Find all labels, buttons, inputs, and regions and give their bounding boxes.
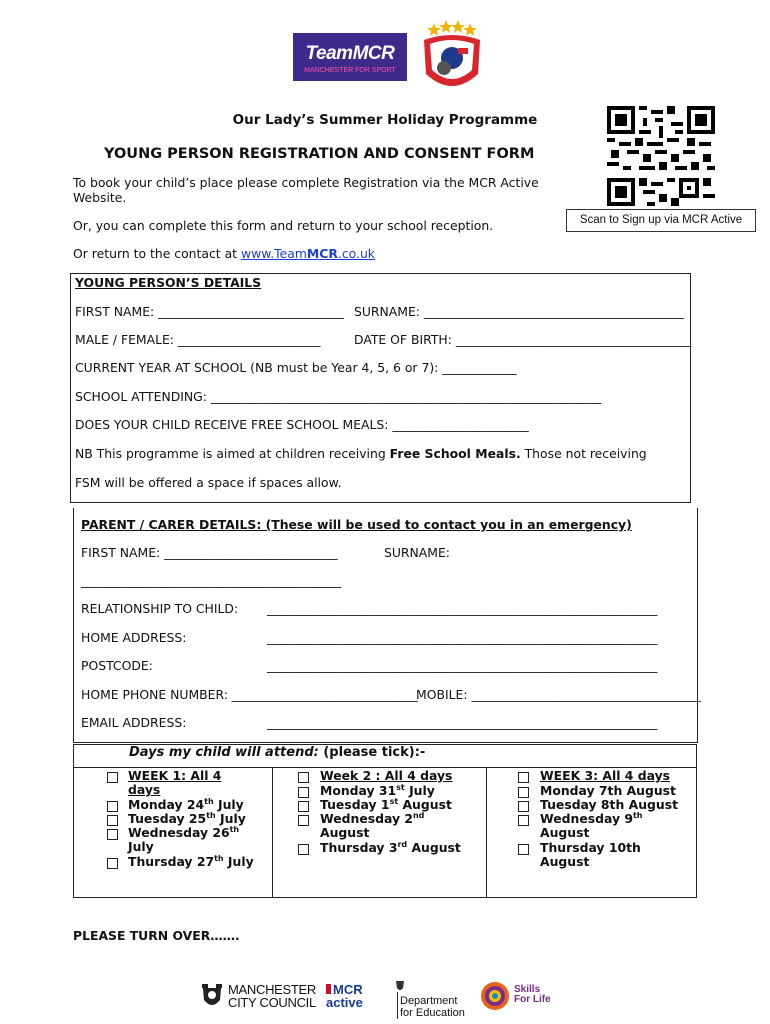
mcr-active-flag-icon bbox=[326, 984, 331, 994]
week2-wednesday-checkbox[interactable] bbox=[298, 815, 309, 826]
week2-thursday-label bbox=[320, 841, 461, 855]
week1-wednesday-label bbox=[128, 826, 239, 854]
dfe-line2: for Education bbox=[400, 1007, 465, 1019]
week1-tuesday-sup: th bbox=[206, 810, 216, 820]
week3-wednesday-text: Wednesday 9 bbox=[540, 811, 633, 826]
parent-first-name-field[interactable]: FIRST NAME: ____________________________ bbox=[81, 545, 338, 560]
skills-badge-icon bbox=[480, 981, 510, 1011]
fsm-note-part-b: Those not receiving bbox=[520, 446, 647, 461]
mobile-field[interactable]: MOBILE: _____________________________________ bbox=[416, 687, 701, 702]
relationship-label: RELATIONSHIP TO CHILD: bbox=[81, 601, 239, 616]
school-year-field[interactable]: CURRENT YEAR AT SCHOOL (NB must be Year 4, 5, 6 or 7): ____________ bbox=[75, 360, 517, 375]
week1-wednesday-end: July bbox=[128, 839, 154, 855]
parent-surname-field[interactable]: __________________________________________ bbox=[81, 573, 342, 588]
week2-monday-checkbox[interactable] bbox=[298, 787, 309, 798]
week1-thursday-sup: th bbox=[214, 853, 224, 863]
email-field[interactable]: _______________________________________________________________ bbox=[267, 715, 658, 730]
relationship-field[interactable]: _______________________________________________________________ bbox=[267, 601, 658, 616]
week3-wednesday-end: August bbox=[540, 825, 590, 841]
week2-monday-text: Monday 31 bbox=[320, 783, 397, 798]
week1-wednesday-text: Wednesday 26 bbox=[128, 825, 230, 840]
week1-thursday-end: July bbox=[223, 854, 254, 869]
week1-column bbox=[74, 767, 272, 897]
link-part-a: www.Team bbox=[240, 246, 307, 261]
team-mcr-website-link[interactable] bbox=[241, 246, 375, 261]
week1-wednesday-sup: th bbox=[229, 824, 240, 834]
days-heading bbox=[129, 745, 425, 760]
week3-thursday-checkbox[interactable] bbox=[518, 844, 529, 855]
manchester-crest-logo bbox=[414, 18, 490, 98]
fsm-note-continued: FSM will be offered a space if spaces allow. bbox=[75, 475, 342, 490]
week1-title-a: WEEK 1: All 4 bbox=[128, 768, 222, 783]
mcr-active-footer-logo bbox=[326, 982, 376, 1014]
week2-all-label: Week 2 : All 4 days bbox=[320, 768, 453, 783]
week3-monday-checkbox[interactable] bbox=[518, 787, 529, 798]
mcr-active-word2: active bbox=[326, 995, 363, 1010]
week1-monday-sup: th bbox=[204, 796, 214, 806]
days-heading-rest: (please tick):- bbox=[318, 745, 426, 760]
week3-all-checkbox[interactable] bbox=[518, 772, 529, 783]
fsm-note bbox=[75, 446, 647, 461]
week1-thursday-checkbox[interactable] bbox=[107, 858, 118, 869]
week2-tuesday-sup: st bbox=[389, 796, 399, 806]
intro-contact-text bbox=[73, 246, 375, 261]
week2-monday-sup: st bbox=[396, 782, 405, 792]
week1-all-checkbox[interactable] bbox=[107, 772, 118, 783]
parent-carer-details-section bbox=[73, 508, 701, 743]
skills-for-life-logo bbox=[480, 981, 552, 1011]
week2-thursday-sup: rd bbox=[397, 839, 408, 849]
week3-tuesday-checkbox[interactable] bbox=[518, 801, 529, 812]
week2-wednesday-end: August bbox=[320, 825, 370, 841]
skills-word2: For Life bbox=[514, 994, 551, 1005]
date-of-birth-field[interactable]: DATE OF BIRTH: ______________________________________ bbox=[354, 332, 692, 347]
week3-thursday-text: Thursday 10th bbox=[540, 840, 641, 855]
week1-monday-checkbox[interactable] bbox=[107, 801, 118, 812]
week1-all-label bbox=[128, 769, 221, 797]
week1-tuesday-end: July bbox=[215, 811, 246, 826]
week3-thursday-label bbox=[540, 841, 641, 869]
intro-reception-text: Or, you can complete this form and return to your school reception. bbox=[73, 218, 494, 233]
council-crest-icon bbox=[200, 984, 224, 1010]
home-address-label: HOME ADDRESS: bbox=[81, 630, 187, 645]
department-for-education-logo bbox=[394, 979, 474, 1019]
week2-wednesday-sup: nd bbox=[412, 810, 425, 820]
week1-tuesday-text: Tuesday 25 bbox=[128, 811, 207, 826]
link-part-c: .co.uk bbox=[337, 246, 375, 261]
week3-tuesday-label: Tuesday 8th August bbox=[540, 797, 679, 812]
week3-all-label: WEEK 3: All 4 days bbox=[540, 768, 671, 783]
dfe-line1: Department bbox=[400, 995, 458, 1007]
days-attendance-section bbox=[73, 744, 697, 898]
parent-carer-heading: PARENT / CARER DETAILS: (These will be used to contact you in an emergency) bbox=[81, 517, 632, 532]
week2-thursday-checkbox[interactable] bbox=[298, 844, 309, 855]
fsm-note-part-a: NB This programme is aimed at children receiving bbox=[75, 446, 390, 461]
week2-wednesday-text: Wednesday 2 bbox=[320, 811, 413, 826]
programme-title: Our Lady’s Summer Holiday Programme bbox=[232, 112, 538, 128]
week2-tuesday-checkbox[interactable] bbox=[298, 801, 309, 812]
week2-tuesday-end: August bbox=[398, 797, 452, 812]
team-mcr-logo-text: TeamMCR bbox=[305, 43, 395, 64]
team-mcr-logo bbox=[293, 33, 407, 81]
week2-thursday-end: August bbox=[407, 840, 461, 855]
week3-wednesday-label bbox=[540, 812, 643, 840]
parent-surname-label: SURNAME: bbox=[384, 545, 450, 560]
week2-tuesday-text: Tuesday 1 bbox=[320, 797, 390, 812]
intro-contact-prefix: Or return to the contact at bbox=[73, 246, 241, 261]
school-attending-field[interactable]: SCHOOL ATTENDING: _______________________________________________________________ bbox=[75, 389, 602, 404]
week3-thursday-end: August bbox=[540, 854, 590, 870]
young-surname-field[interactable]: SURNAME: __________________________________________ bbox=[354, 304, 685, 319]
postcode-field[interactable]: _______________________________________________________________ bbox=[267, 658, 658, 673]
week1-tuesday-checkbox[interactable] bbox=[107, 815, 118, 826]
week2-column bbox=[272, 767, 487, 897]
team-mcr-logo-tagline: MANCHESTER FOR SPORT bbox=[304, 67, 396, 74]
week3-monday-label: Monday 7th August bbox=[540, 783, 676, 798]
young-person-heading: YOUNG PERSON’S DETAILS bbox=[75, 275, 262, 290]
week2-wednesday-label bbox=[320, 812, 424, 840]
royal-crest-icon bbox=[394, 979, 406, 993]
dfe-divider bbox=[397, 992, 398, 1019]
home-address-field[interactable]: _______________________________________________________________ bbox=[267, 630, 658, 645]
week3-column bbox=[486, 767, 697, 897]
week2-monday-end: July bbox=[404, 783, 435, 798]
skills-word1: Skills bbox=[514, 984, 541, 995]
council-name: MANCHESTER CITY COUNCIL bbox=[228, 982, 317, 1010]
week3-wednesday-sup: th bbox=[632, 810, 643, 820]
gender-field[interactable]: MALE / FEMALE: _______________________ bbox=[75, 332, 321, 347]
manchester-city-council-logo bbox=[200, 982, 317, 1014]
mcr-active-word1: MCR bbox=[333, 982, 363, 997]
please-turn-over-text: PLEASE TURN OVER……. bbox=[73, 928, 240, 943]
fsm-note-bold: Free School Meals. bbox=[389, 446, 521, 461]
postcode-label: POSTCODE: bbox=[81, 658, 153, 673]
week1-thursday-label bbox=[128, 855, 254, 869]
intro-registration-text: To book your child’s place please complete Registration via the MCR Active Website. bbox=[73, 175, 539, 205]
form-title: YOUNG PERSON REGISTRATION AND CONSENT FORM bbox=[104, 146, 535, 162]
week1-title-b: days bbox=[128, 782, 161, 798]
week1-monday-text: Monday 24 bbox=[128, 797, 205, 812]
home-phone-field[interactable]: HOME PHONE NUMBER: ______________________________ bbox=[81, 687, 418, 702]
young-person-details-section bbox=[70, 273, 691, 503]
free-school-meals-field[interactable]: DOES YOUR CHILD RECEIVE FREE SCHOOL MEALS: ______________________ bbox=[75, 417, 529, 432]
week1-thursday-text: Thursday 27 bbox=[128, 854, 215, 869]
week3-wednesday-checkbox[interactable] bbox=[518, 815, 529, 826]
week1-monday-end: July bbox=[213, 797, 244, 812]
week1-wednesday-checkbox[interactable] bbox=[107, 829, 118, 840]
days-heading-italic: Days my child will attend: bbox=[129, 745, 319, 760]
young-first-name-field[interactable]: FIRST NAME: ______________________________ bbox=[75, 304, 345, 319]
link-part-b: MCR bbox=[306, 246, 338, 261]
email-label: EMAIL ADDRESS: bbox=[81, 715, 187, 730]
week2-thursday-text: Thursday 3 bbox=[320, 840, 398, 855]
qr-caption: Scan to Sign up via MCR Active bbox=[566, 209, 756, 232]
week2-all-checkbox[interactable] bbox=[298, 772, 309, 783]
